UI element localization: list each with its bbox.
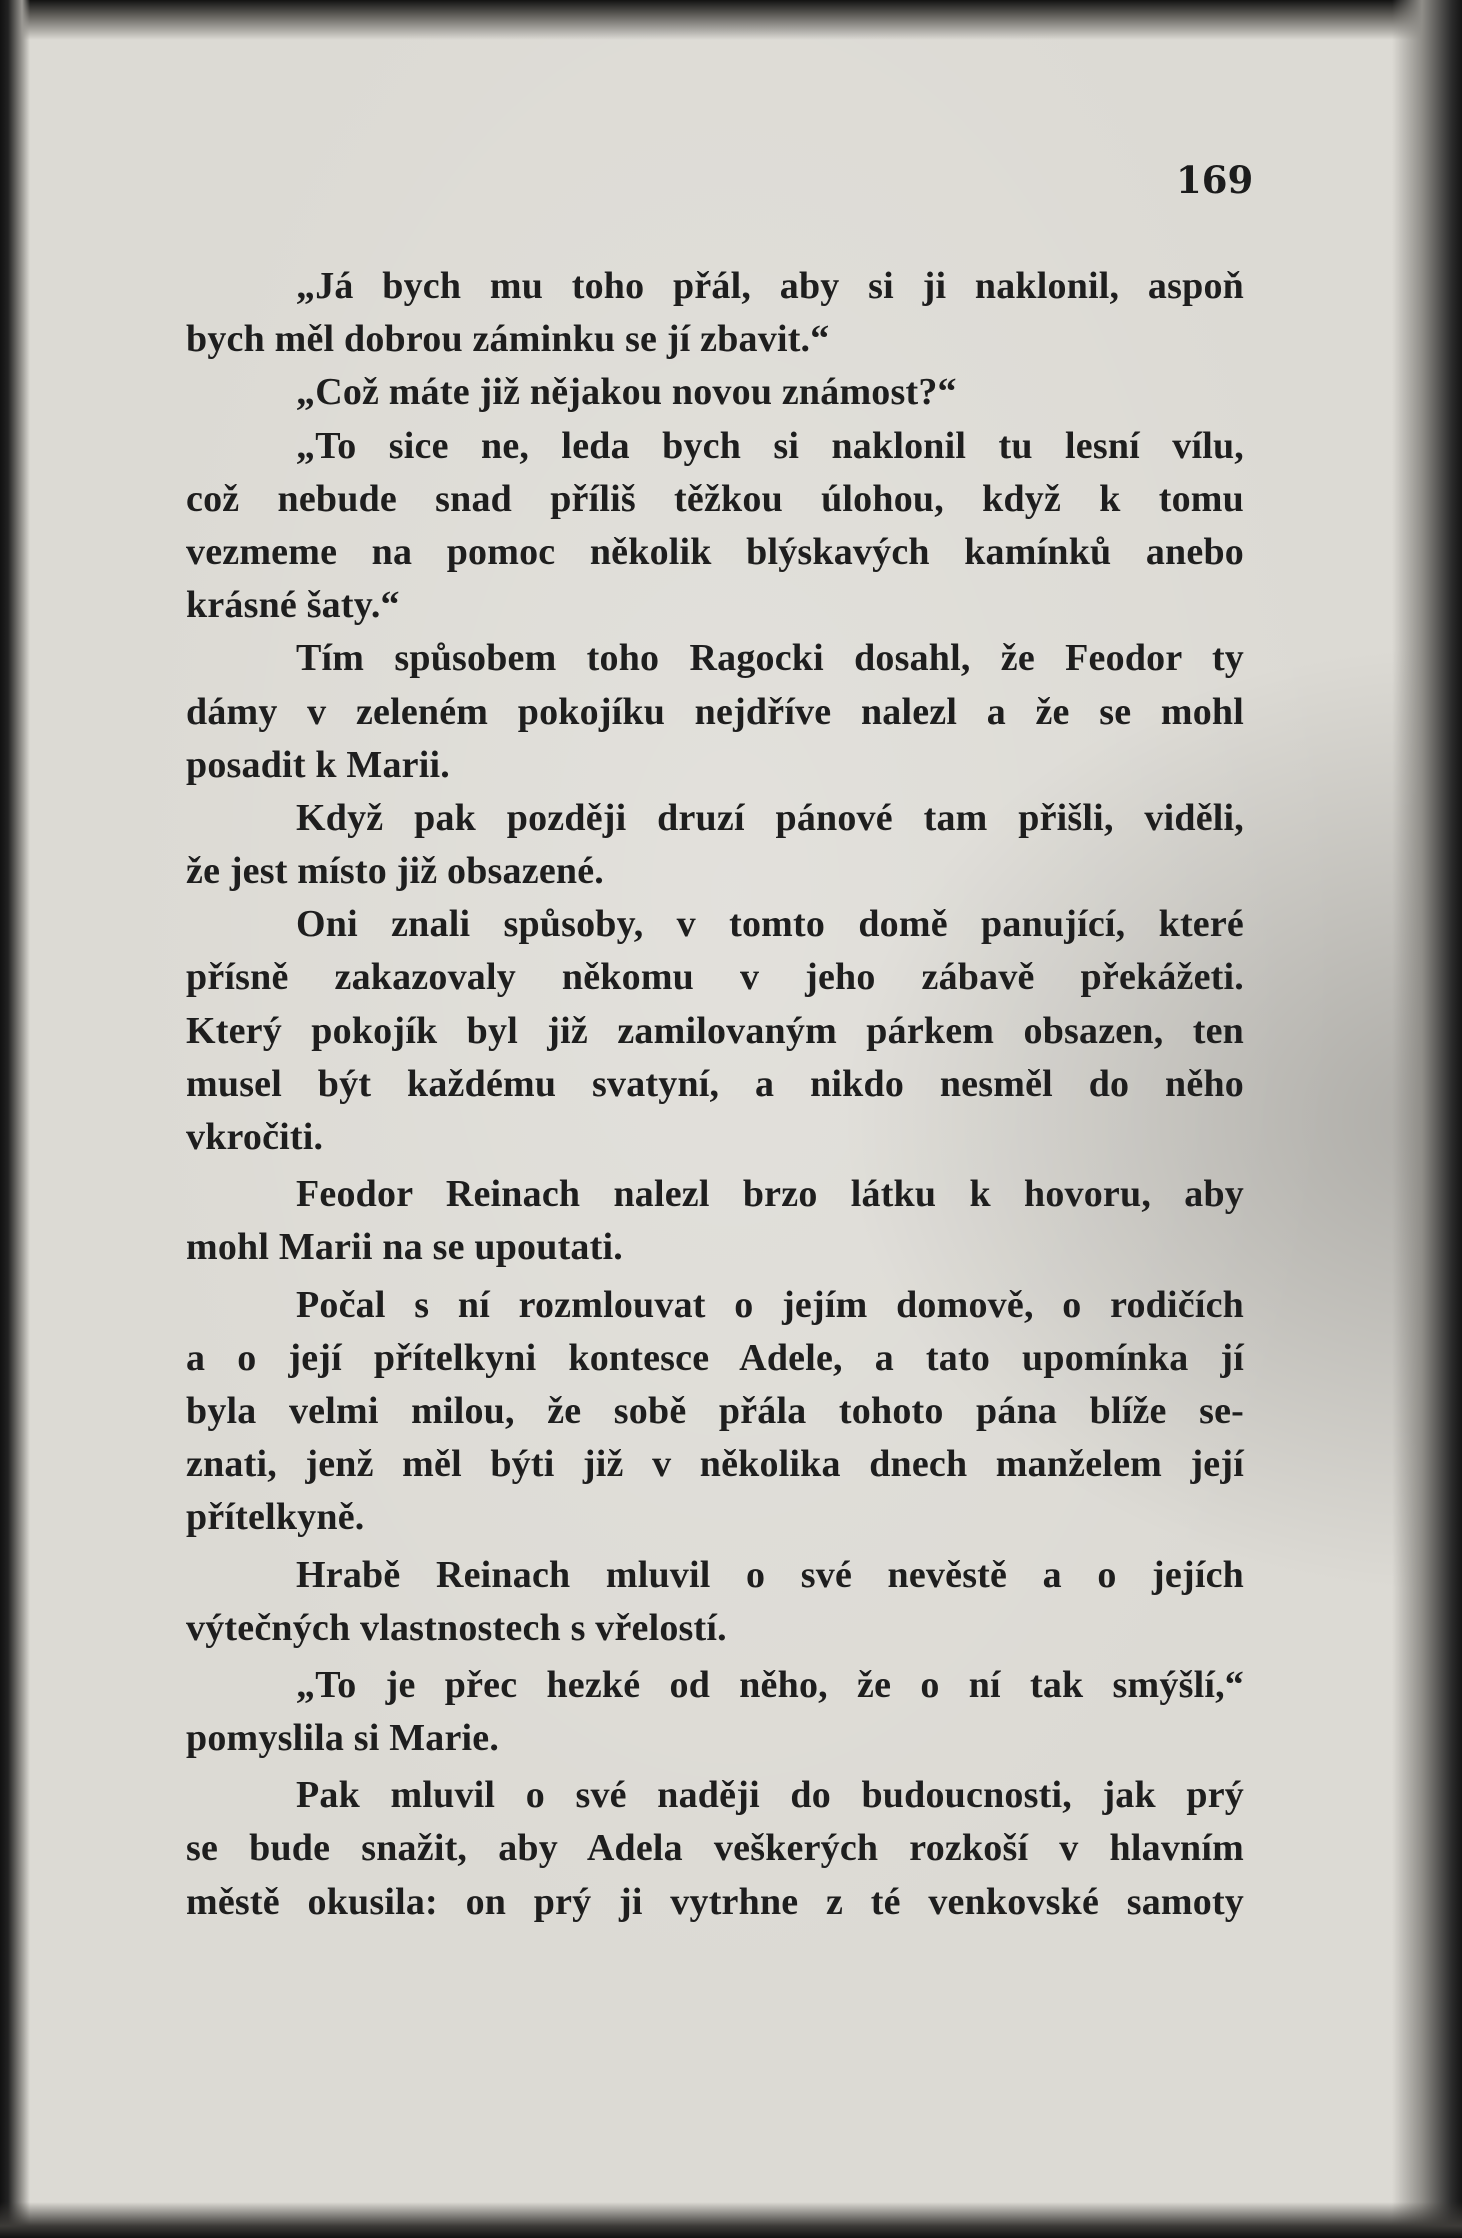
text-line: přísně zakazovaly někomu v jeho zábavě překážeti. xyxy=(186,956,1244,999)
text-line: že jest místo již obsazené. xyxy=(186,850,604,893)
text-line: pomyslila si Marie. xyxy=(186,1717,500,1760)
text-line: Oni znali spůsoby, v tomto domě panující, které xyxy=(296,903,1244,946)
text-line: přítelkyně. xyxy=(186,1496,365,1539)
text-line: vezmeme na pomoc několik blýskavých kamínků anebo xyxy=(186,530,1244,573)
text-line: „To je přec hezké od něho, že o ní tak smýšlí,“ xyxy=(296,1663,1244,1706)
text-line: mohl Marii na se upoutati. xyxy=(186,1226,623,1269)
text-line: Počal s ní rozmlouvat o jejím domově, o rodičích xyxy=(296,1283,1244,1326)
text-line: posadit k Marii. xyxy=(186,743,450,786)
page-number: 169 xyxy=(1176,158,1254,202)
text-line: Tím spůsobem toho Ragocki dosahl, že Feodor ty xyxy=(296,637,1244,680)
text-line: „Což máte již nějakou novou známost?“ xyxy=(296,371,957,414)
text-line: dámy v zeleném pokojíku nejdříve nalezl a že se mohl xyxy=(186,690,1244,733)
text-line: Který pokojík byl již zamilovaným párkem obsazen, ten xyxy=(186,1009,1244,1052)
text-line: Když pak později druzí pánové tam přišli, viděli, xyxy=(296,796,1244,839)
text-line: „To sice ne, leda bych si naklonil tu lesní vílu, xyxy=(296,424,1244,467)
text-line: znati, jenž měl býti již v několika dnech manželem její xyxy=(186,1443,1244,1486)
text-line: byla velmi milou, že sobě přála tohoto pána blíže se- xyxy=(186,1389,1244,1432)
text-line: musel být každému svatyní, a nikdo nesměl do něho xyxy=(186,1062,1244,1105)
text-line: bych měl dobrou záminku se jí zbavit.“ xyxy=(186,318,830,361)
text-line: výtečných vlastnostech s vřelostí. xyxy=(186,1606,727,1649)
scan-edge-left xyxy=(0,0,30,2238)
text-line: městě okusila: on prý ji vytrhne z té venkovské samoty xyxy=(186,1880,1244,1923)
text-line: se bude snažit, aby Adela veškerých rozkoší v hlavním xyxy=(186,1827,1244,1870)
text-line: „Já bych mu toho přál, aby si ji naklonil, aspoň xyxy=(296,265,1244,307)
text-line: což nebude snad příliš těžkou úlohou, když k tomu xyxy=(186,477,1244,520)
scan-edge-top xyxy=(0,0,1462,40)
scan-edge-right xyxy=(1392,0,1462,2238)
text-line: Hrabě Reinach mluvil o své nevěstě a o jejích xyxy=(296,1553,1244,1596)
body-text xyxy=(186,260,1244,1929)
scan-edge-bottom xyxy=(0,2202,1462,2238)
text-line: Pak mluvil o své naději do budoucnosti, jak prý xyxy=(296,1774,1244,1817)
text-line: krásné šaty.“ xyxy=(186,584,400,627)
text-line: vkročiti. xyxy=(186,1116,324,1158)
text-line: Feodor Reinach nalezl brzo látku k hovoru, aby xyxy=(296,1173,1244,1216)
text-line: a o její přítelkyni kontesce Adele, a tato upomínka jí xyxy=(186,1336,1244,1379)
